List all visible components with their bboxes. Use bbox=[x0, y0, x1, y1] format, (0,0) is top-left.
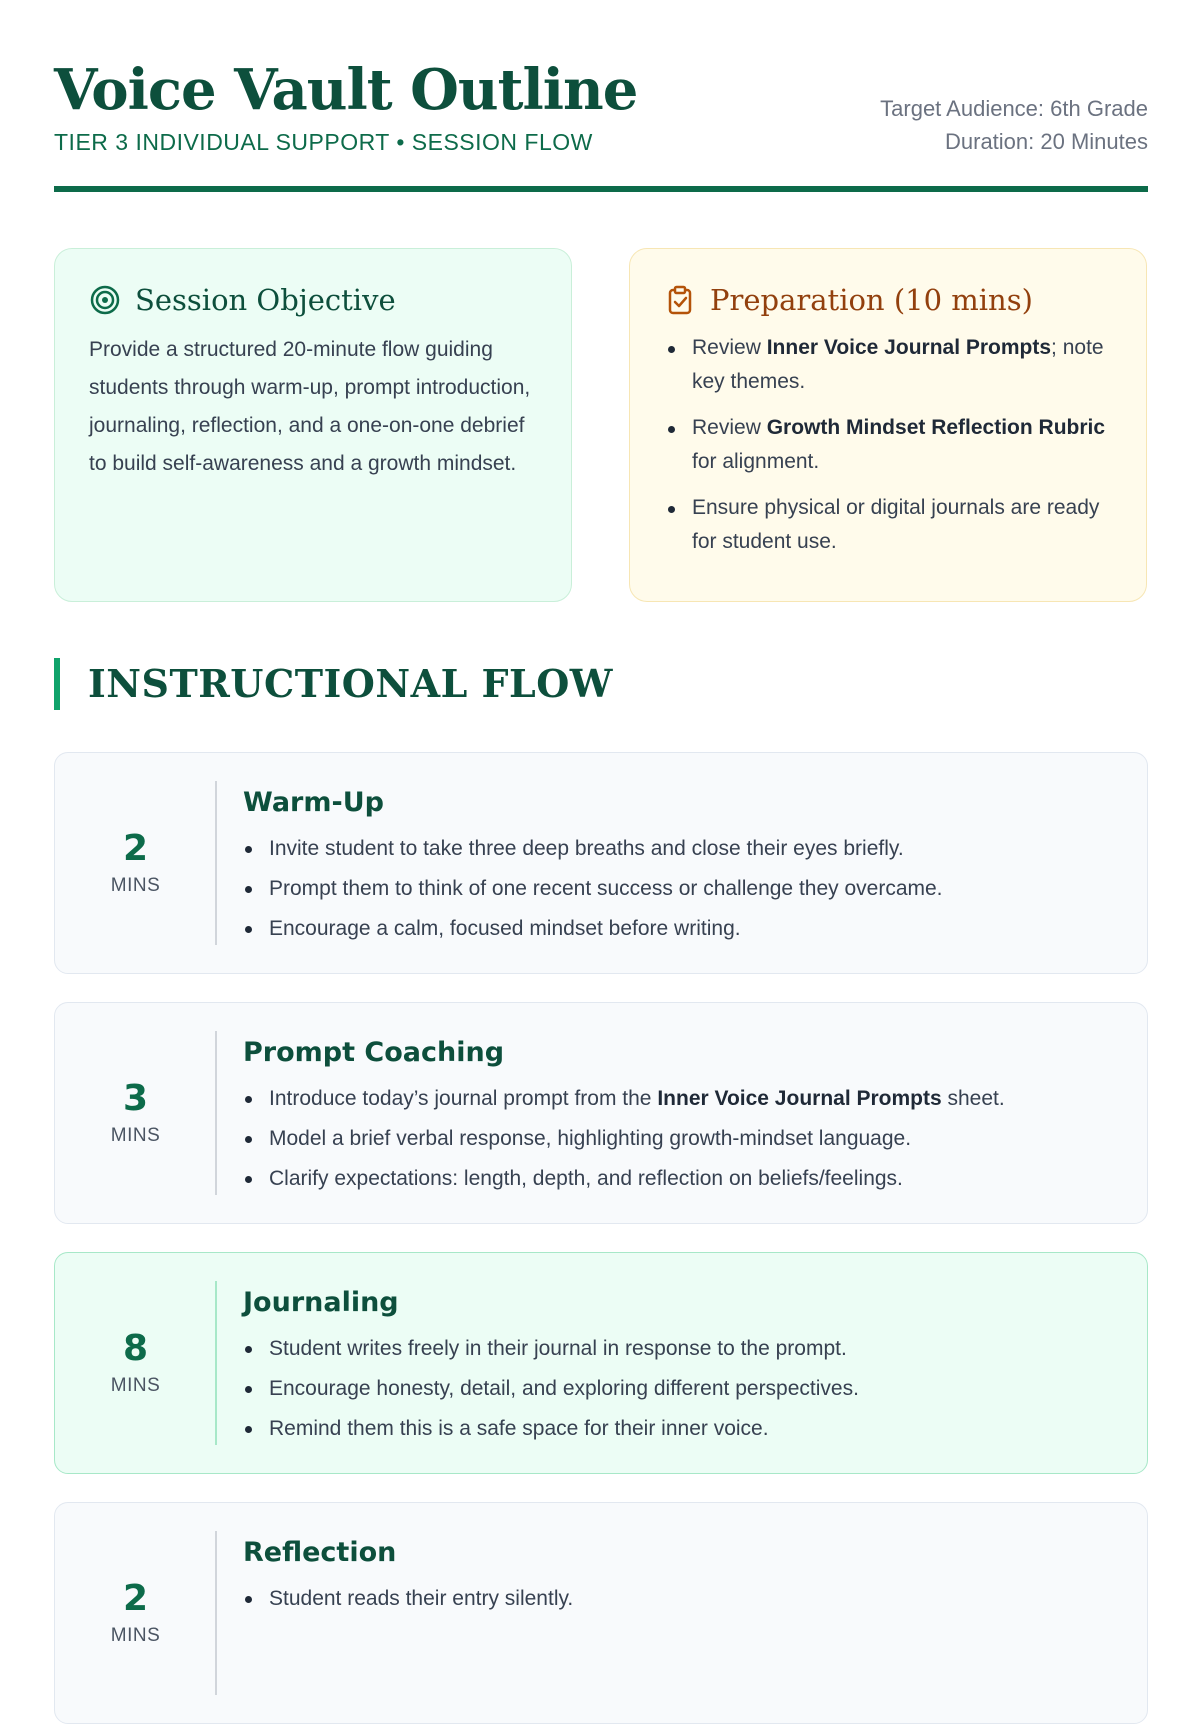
step-list bbox=[243, 1579, 1117, 1619]
step-list bbox=[243, 829, 1117, 949]
clipboard-check-icon bbox=[664, 284, 696, 316]
objective-title: Session Objective bbox=[135, 283, 396, 317]
list-item: Introduce today’s journal prompt from the Inner Voice Journal Prompts sheet. bbox=[243, 1079, 1117, 1119]
list-item: Student reads their entry silently. bbox=[243, 1579, 1117, 1619]
header-divider bbox=[54, 186, 1148, 192]
page-title: Voice Vault Outline bbox=[54, 57, 638, 123]
list-item: Clarify expectations: length, depth, and reflection on beliefs/feelings. bbox=[243, 1159, 1117, 1199]
step-minutes: 2 bbox=[122, 828, 149, 869]
duration: Duration: 20 Minutes bbox=[945, 129, 1148, 154]
objective-card bbox=[54, 248, 572, 602]
step-duration bbox=[55, 1503, 216, 1723]
header bbox=[54, 56, 1148, 158]
step-unit: MINS bbox=[110, 1125, 161, 1146]
step-minutes: 3 bbox=[122, 1078, 149, 1119]
step-title: Journaling bbox=[243, 1287, 399, 1318]
list-item: Student writes freely in their journal in response to the prompt. bbox=[243, 1329, 1117, 1369]
list-item: Encourage honesty, detail, and exploring different perspectives. bbox=[243, 1369, 1117, 1409]
step-title: Warm-Up bbox=[243, 787, 384, 818]
list-item: Model a brief verbal response, highlighting growth-mindset language. bbox=[243, 1119, 1117, 1159]
step-title: Prompt Coaching bbox=[243, 1037, 505, 1068]
step-divider bbox=[215, 781, 217, 945]
list-item: Invite student to take three deep breaths and close their eyes briefly. bbox=[243, 829, 1117, 869]
preparation-list bbox=[664, 331, 1112, 559]
flow-step-journaling bbox=[54, 1252, 1148, 1474]
list-item: Remind them this is a safe space for their inner voice. bbox=[243, 1409, 1117, 1449]
step-minutes: 2 bbox=[122, 1578, 149, 1619]
list-item: Ensure physical or digital journals are ready for student use. bbox=[664, 491, 1112, 559]
list-item: Review Growth Mindset Reflection Rubric for alignment. bbox=[664, 411, 1112, 479]
step-duration bbox=[55, 1253, 216, 1473]
step-title: Reflection bbox=[243, 1537, 397, 1568]
section-title: INSTRUCTIONAL FLOW bbox=[88, 661, 613, 706]
step-unit: MINS bbox=[110, 1375, 161, 1396]
preparation-card bbox=[629, 248, 1147, 602]
page-subtitle: TIER 3 INDIVIDUAL SUPPORT • SESSION FLOW bbox=[54, 129, 593, 155]
step-list bbox=[243, 1329, 1117, 1449]
list-item: Prompt them to think of one recent success or challenge they overcame. bbox=[243, 869, 1117, 909]
preparation-title: Preparation (10 mins) bbox=[710, 283, 1033, 317]
objective-text: Provide a structured 20-minute flow guiding students through warm-up, prompt introduction, journaling, reflection, and a one-on-one debrief to build self-awareness and a growth mindset. bbox=[89, 338, 531, 475]
step-list bbox=[243, 1079, 1117, 1199]
step-divider bbox=[215, 1281, 217, 1445]
step-duration bbox=[55, 753, 216, 973]
target-icon bbox=[89, 284, 121, 316]
step-divider bbox=[215, 1031, 217, 1195]
flow-step-warm-up bbox=[54, 752, 1148, 974]
target-audience: Target Audience: 6th Grade bbox=[880, 96, 1148, 121]
flow-step-prompt-coaching bbox=[54, 1002, 1148, 1224]
step-minutes: 8 bbox=[122, 1328, 149, 1369]
list-item: Review Inner Voice Journal Prompts; note key themes. bbox=[664, 331, 1112, 399]
session-meta bbox=[880, 92, 1148, 158]
step-unit: MINS bbox=[110, 875, 161, 896]
section-accent-bar bbox=[54, 658, 60, 710]
flow-step-reflection bbox=[54, 1502, 1148, 1724]
step-divider bbox=[215, 1531, 217, 1695]
list-item: Encourage a calm, focused mindset before writing. bbox=[243, 909, 1117, 949]
step-unit: MINS bbox=[110, 1625, 161, 1646]
step-duration bbox=[55, 1003, 216, 1223]
